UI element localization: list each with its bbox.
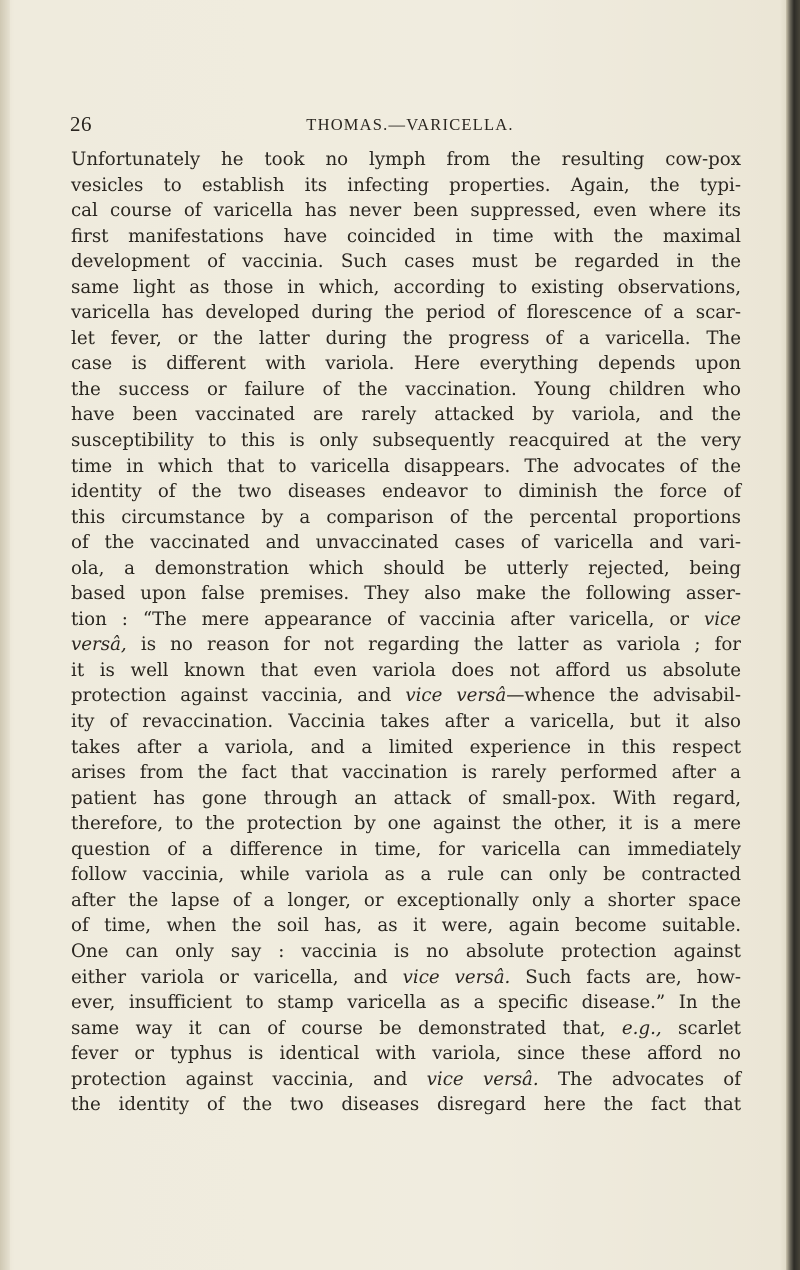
text-line: time in which that to varicella disappears. The advocates of the xyxy=(71,455,741,477)
running-head xyxy=(70,112,750,142)
text-line: patient has gone through an attack of small-pox. With regard, xyxy=(71,787,741,809)
text-line: of time, when the soil has, as it were, again become suitable. xyxy=(71,915,741,937)
running-title: THOMAS.—VARICELLA. xyxy=(306,115,514,134)
text-line: ever, insufficient to stamp varicella as a specific disease.” In the xyxy=(71,992,741,1014)
line-text: same way it can of course be demonstrated that, xyxy=(71,1017,606,1039)
text-line: follow vaccinia, while variola as a rule can only be contracted xyxy=(71,864,741,886)
text-line: this circumstance by a comparison of the percental proportions xyxy=(71,506,741,528)
text-line: vesicles to establish its infecting properties. Again, the typi- xyxy=(71,174,741,196)
text-line-with-italic xyxy=(71,607,741,633)
text-line: the identity of the two diseases disregard here the fact that xyxy=(71,1094,741,1116)
line-text: either variola or varicella, and xyxy=(71,966,388,988)
italic-vice-versa: vice versâ xyxy=(405,685,507,707)
text-line: cal course of varicella has never been suppressed, even where its xyxy=(71,200,741,222)
text-line: based upon false premises. They also make the following asser- xyxy=(71,583,741,605)
text-line-with-italic xyxy=(71,683,741,709)
italic-vice-versa: vice versâ. xyxy=(402,966,511,988)
text-line: takes after a variola, and a limited experience in this respect xyxy=(71,736,741,758)
text-line-with-italic xyxy=(71,1016,741,1042)
text-line: development of vaccinia. Such cases must be regarded in the xyxy=(71,251,741,273)
text-line-with-italic xyxy=(71,1067,741,1093)
text-line: after the lapse of a longer, or exceptionally only a shorter space xyxy=(71,889,741,911)
italic-vice: vice xyxy=(703,608,741,630)
text-line: have been vaccinated are rarely attacked by variola, and the xyxy=(71,404,741,426)
text-line: ola, a demonstration which should be utterly rejected, being xyxy=(71,557,741,579)
text-line-with-italic xyxy=(71,965,741,991)
line-text: tion : “The mere appearance of vaccinia after varicella, or xyxy=(71,608,689,630)
text-line: fever or typhus is identical with variola, since these afford no xyxy=(71,1043,741,1065)
line-text: protection against vaccinia, and xyxy=(71,685,392,707)
text-line: identity of the two diseases endeavor to diminish the force of xyxy=(71,481,741,503)
italic-versa: versâ, xyxy=(71,634,127,656)
text-line: of the vaccinated and unvaccinated cases of varicella and vari- xyxy=(71,532,741,554)
text-line: let fever, or the latter during the progress of a varicella. The xyxy=(71,327,741,349)
text-line: ity of revaccination. Vaccinia takes after a varicella, but it also xyxy=(71,711,741,733)
page-binding-edge xyxy=(0,0,10,1270)
italic-vice-versa: vice versâ. xyxy=(426,1068,539,1090)
text-line: same light as those in which, according to existing observations, xyxy=(71,276,741,298)
text-line: the success or failure of the vaccination. Young children who xyxy=(71,378,741,400)
line-text-tail: —whence the advisabil- xyxy=(506,685,741,707)
line-text: is no reason for not regarding the latter as variola ; for xyxy=(140,634,741,656)
text-line: susceptibility to this is only subsequently reacquired at the very xyxy=(71,430,741,452)
text-line: it is well known that even variola does not afford us absolute xyxy=(71,659,741,681)
italic-eg: e.g., xyxy=(621,1017,662,1039)
line-text: The advocates of xyxy=(557,1068,741,1090)
text-line: first manifestations have coincided in time with the maximal xyxy=(71,225,741,247)
page-right-edge-shadow xyxy=(786,0,800,1270)
line-text: protection against vaccinia, and xyxy=(71,1068,408,1090)
text-line: One can only say : vaccinia is no absolute protection against xyxy=(71,940,741,962)
text-line: varicella has developed during the period of florescence of a scar- xyxy=(71,302,741,324)
page-number: 26 xyxy=(70,112,92,136)
line-text: scarlet xyxy=(678,1017,741,1039)
text-line: question of a difference in time, for varicella can immediately xyxy=(71,838,741,860)
text-line: arises from the fact that vaccination is rarely performed after a xyxy=(71,762,741,784)
line-text: Such facts are, how- xyxy=(525,966,741,988)
body-text xyxy=(71,147,741,1118)
text-line: therefore, to the protection by one against the other, it is a mere xyxy=(71,813,741,835)
text-line: Unfortunately he took no lymph from the resulting cow-pox xyxy=(71,149,741,170)
text-line-with-italic xyxy=(71,632,741,658)
text-line: case is different with variola. Here everything depends upon xyxy=(71,353,741,375)
